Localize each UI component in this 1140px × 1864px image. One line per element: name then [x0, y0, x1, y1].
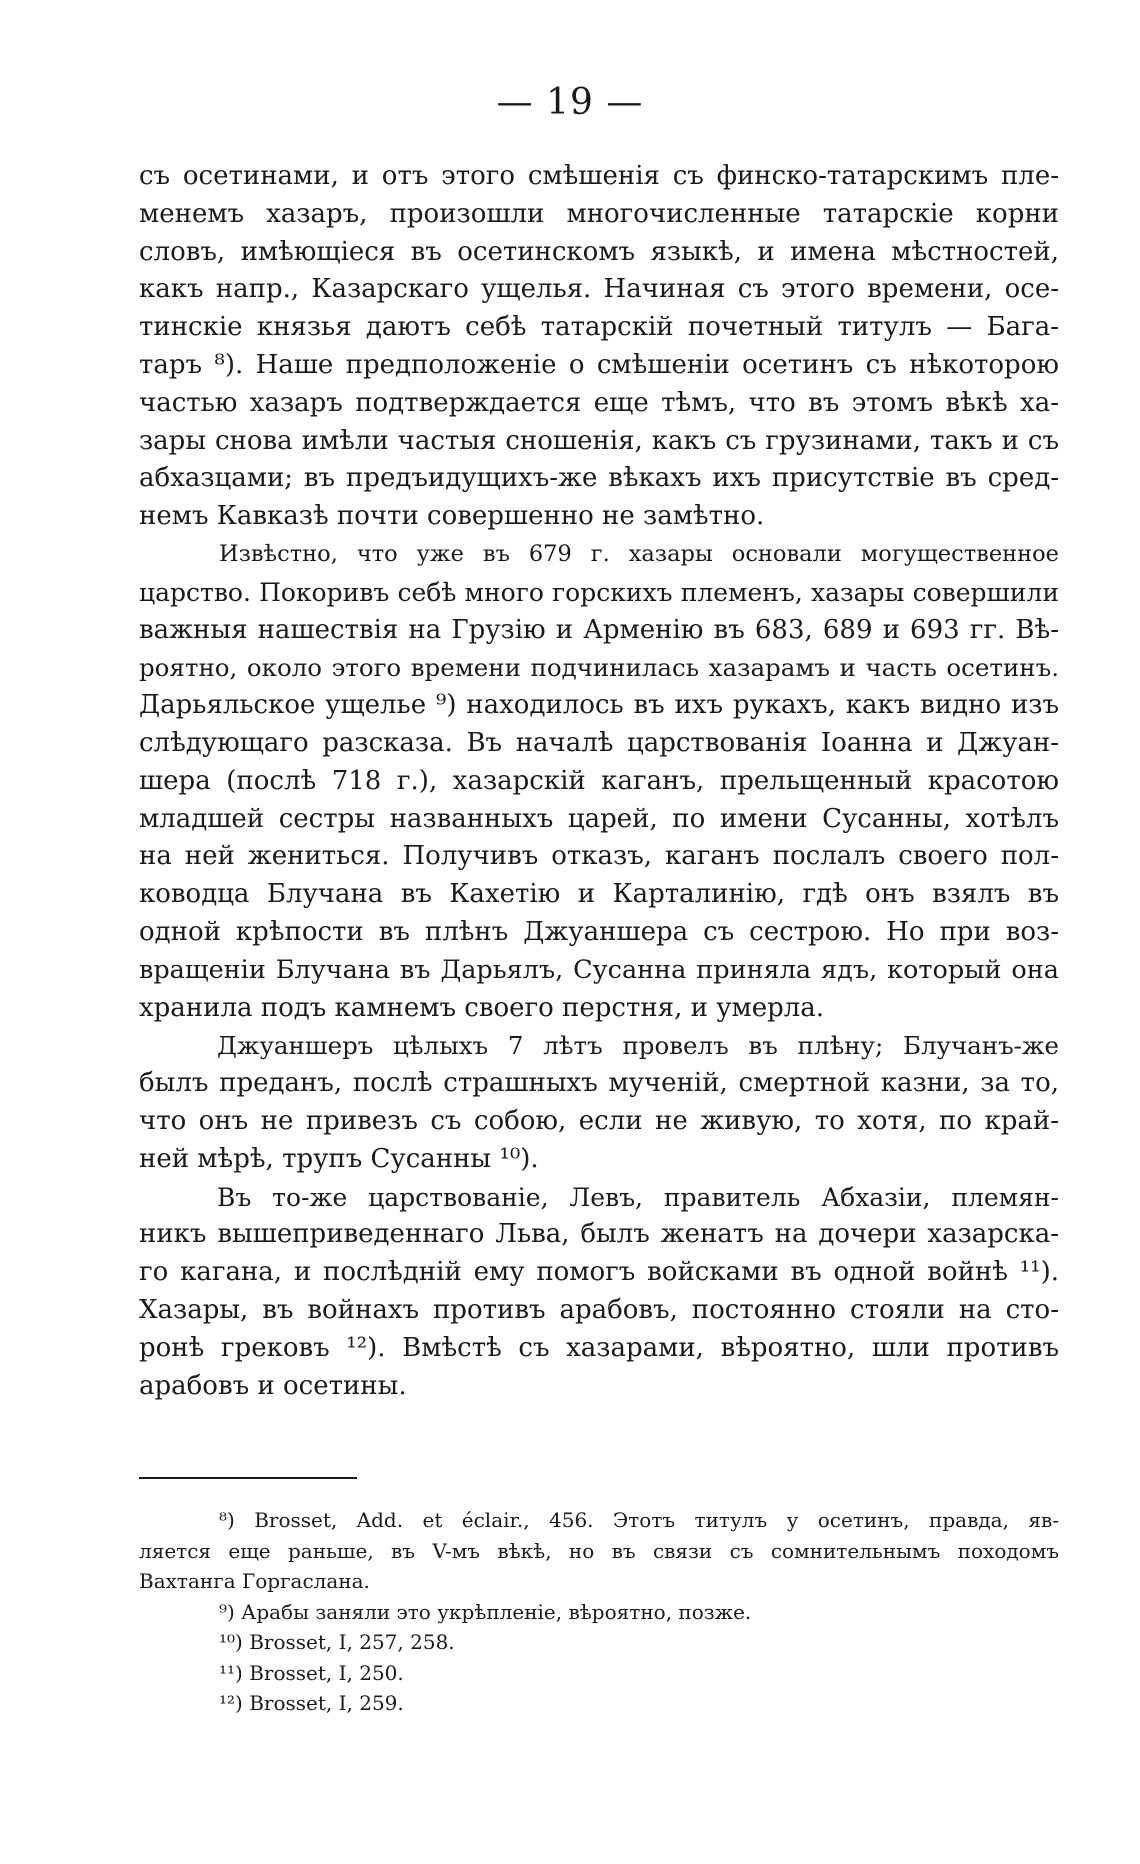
text-line: никъ вышеприведеннаго Льва, былъ женатъ на дочери хазарска-	[139, 1219, 1059, 1250]
text-line: какъ напр., Казарскаго ущелья. Начиная съ этого времени, осе-	[139, 274, 1059, 305]
text-line: ронѣ грековъ ¹²). Вмѣстѣ съ хазарами, вѣроятно, шли противъ	[139, 1332, 1059, 1363]
text-line: одной крѣпости въ плѣнъ Джуаншера съ сестрою. Но при воз-	[139, 916, 1059, 947]
text-line: шера (послѣ 718 г.), хазарскій каганъ, прельщенный красотою	[139, 765, 1059, 796]
text-line: съ осетинами, и отъ этого смѣшенія съ финско-татарскимъ пле-	[139, 161, 1059, 191]
text-line: го кагана, и послѣдній ему помогъ войсками въ одной войнѣ ¹¹).	[139, 1257, 1059, 1288]
text-line: роятно, около этого времени подчинилась хазарамъ и часть осетинъ.	[139, 653, 1059, 683]
text-line: таръ ⁸). Наше предположеніе о смѣшеніи осетинъ съ нѣкоторою	[139, 349, 1059, 380]
text-line: немъ Кавказѣ почти совершенно не замѣтно.	[139, 501, 765, 532]
text-line: хранила подъ камнемъ своего перстня, и умерла.	[139, 992, 825, 1023]
text-line: Извѣстно, что уже въ 679 г. хазары основали могущественное	[219, 540, 1059, 567]
text-line: царство. Покоривъ себѣ много горскихъ племенъ, хазары совершили	[139, 577, 1059, 607]
text-line: ней мѣрѣ, трупъ Сусанны ¹⁰).	[139, 1143, 539, 1174]
text-line: на ней жениться. Получивъ отказъ, каганъ послалъ своего пол-	[139, 841, 1059, 872]
text-line: Джуаншеръ цѣлыхъ 7 лѣтъ провелъ въ плѣну; Блучанъ-же	[217, 1031, 1059, 1061]
text-line: частью хазаръ подтверждается еще тѣмъ, что въ этомъ вѣкѣ ха-	[139, 387, 1059, 418]
text-line: менемъ хазаръ, произошли многочисленные татарскіе корни	[139, 198, 1059, 229]
page-number: — 19 —	[496, 82, 644, 123]
footnote-line: ⁹) Арабы заняли это укрѣпленіе, вѣроятно, позже.	[219, 1599, 752, 1624]
text-line: Дарьяльское ущелье ⁹) находилось въ ихъ рукахъ, какъ видно изъ	[139, 690, 1059, 721]
text-line: что онъ не привезъ съ собою, если не живую, то хотя, по край-	[139, 1105, 1059, 1136]
text-line: вращеніи Блучана въ Дарьялъ, Сусанна приняла ядъ, который она	[139, 954, 1059, 985]
text-line: абхазцами; въ предъидущихъ-же вѣкахъ ихъ присутствіе въ сред-	[139, 463, 1059, 494]
text-line: Въ то-же царствованіе, Левъ, правитель Абхазіи, племян-	[217, 1182, 1059, 1212]
footnote-line: ляется еще раньше, въ V-мъ вѣкѣ, но въ связи съ сомнительнымъ походомъ	[139, 1538, 1059, 1563]
footnote-line: Вахтанга Горгаслана.	[139, 1569, 370, 1593]
text-line: Хазары, въ войнахъ противъ арабовъ, постоянно стояли на сто-	[139, 1294, 1059, 1325]
footnote-line: ¹²) Brosset, I, 259.	[219, 1691, 404, 1715]
main-text	[139, 158, 1059, 1405]
text-line: важныя нашествія на Грузію и Арменію въ 683, 689 и 693 гг. Вѣ-	[139, 614, 1059, 645]
text-line: тинскіе князья даютъ себѣ татарскій почетный титулъ — Бага-	[139, 312, 1059, 343]
footnote-line: ¹⁰) Brosset, I, 257, 258.	[219, 1630, 455, 1654]
footnotes	[139, 1505, 1059, 1719]
text-line: зары снова имѣли частыя сношенія, какъ съ грузинами, такъ и съ	[139, 425, 1059, 456]
text-line: словъ, имѣющіеся въ осетинскомъ языкѣ, и имена мѣстностей,	[139, 236, 1059, 267]
text-line: ководца Блучана въ Кахетію и Карталинію, гдѣ онъ взялъ въ	[139, 879, 1059, 910]
text-line: младшей сестры названныхъ царей, по имени Сусанны, хотѣлъ	[139, 803, 1059, 834]
footnote-line: ¹¹) Brosset, I, 250.	[219, 1660, 404, 1685]
text-line: арабовъ и осетины.	[139, 1370, 407, 1401]
footnote-separator	[139, 1477, 357, 1479]
text-line: слѣдующаго разсказа. Въ началѣ царствованія Іоанна и Джуан-	[139, 727, 1059, 758]
footnote-line: ⁸) Brosset, Add. et éclair., 456. Этотъ титулъ у осетинъ, правда, яв-	[219, 1508, 1059, 1532]
text-line: былъ преданъ, послѣ страшныхъ мученій, смертной казни, за то,	[139, 1068, 1059, 1099]
